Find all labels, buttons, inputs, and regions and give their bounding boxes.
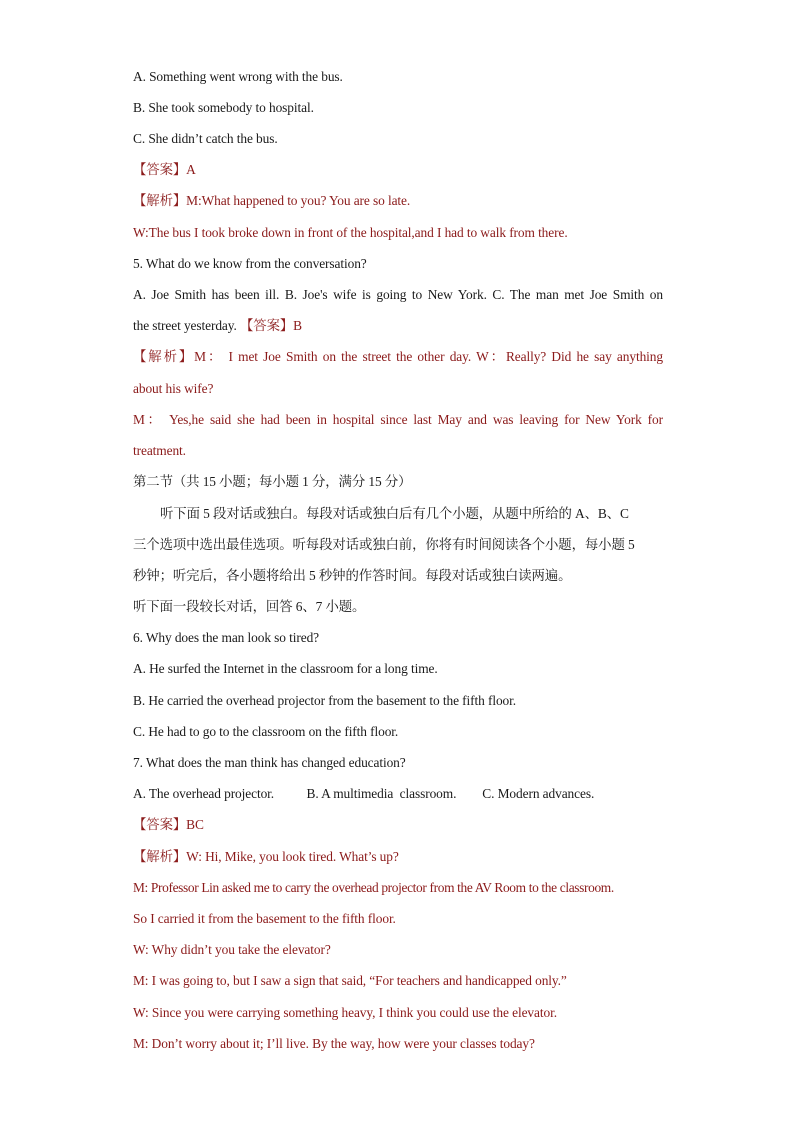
options-q5-cont — [133, 317, 663, 335]
option-c-q4: C. She didn’t catch the bus. — [133, 131, 278, 146]
options-q5: A. Joe Smith has been ill. B. Joe's wife is going to New York. C. The man met Joe Smith on — [133, 287, 663, 302]
analysis-q6-q7-line5: M: I was going to, but I saw a sign that said, “For teachers and handicapped only.” — [133, 973, 567, 988]
dialogue-intro: 听下面一段较长对话，回答 6、7 小题。 — [133, 599, 366, 614]
analysis-q5-line3: M： Yes,he said she had been in hospital since last May and was leaving for New York for — [133, 412, 663, 427]
analysis-q6-q7-line3: So I carried it from the basement to the fifth floor. — [133, 911, 396, 926]
option-b-q4: B. She took somebody to hospital. — [133, 100, 314, 115]
analysis-q6-q7-line7: M: Don’t worry about it; I’ll live. By the way, how were your classes today? — [133, 1036, 535, 1051]
answer-q5: 【答案】B — [239, 318, 302, 333]
analysis-q5-line2: about his wife? — [133, 381, 214, 396]
analysis-q5-line1: 【解析】M： I met Joe Smith on the street the other day. W：Really? Did he say anything — [133, 349, 663, 364]
analysis-q4-line2: W:The bus I took broke down in front of the hospital,and I had to walk from there. — [133, 225, 568, 240]
options-q5-tail: the street yesterday. — [133, 318, 240, 333]
option-a-q4: A. Something went wrong with the bus. — [133, 69, 343, 84]
instructions-line3: 秒钟；听完后，各小题将给出 5 秒钟的作答时间。每段对话或独白读两遍。 — [133, 568, 572, 583]
answer-q6-q7: 【答案】BC — [133, 817, 204, 832]
analysis-q6-q7-line4: W: Why didn’t you take the elevator? — [133, 942, 331, 957]
options-q7: A. The overhead projector. B. A multimedia classroom. C. Modern advances. — [133, 786, 595, 801]
question-5: 5. What do we know from the conversation? — [133, 256, 367, 271]
option-c-q6: C. He had to go to the classroom on the fifth floor. — [133, 724, 399, 739]
option-b-q6: B. He carried the overhead projector from the basement to the fifth floor. — [133, 693, 517, 708]
analysis-q6-q7-line6: W: Since you were carrying something heavy, I think you could use the elevator. — [133, 1005, 557, 1020]
analysis-q5-line4: treatment. — [133, 443, 186, 458]
analysis-q6-q7-line2: M: Professor Lin asked me to carry the overhead projector from the AV Room to the classroom. — [133, 880, 614, 895]
section-heading: 第二节（共 15 小题；每小题 1 分，满分 15 分） — [133, 474, 412, 489]
instructions-line2: 三个选项中选出最佳选项。听每段对话或独白前，你将有时间阅读各个小题，每小题 5 — [133, 537, 635, 552]
question-6: 6. Why does the man look so tired? — [133, 630, 320, 645]
option-a-q6: A. He surfed the Internet in the classroom for a long time. — [133, 661, 438, 676]
answer-q4: 【答案】A — [133, 162, 196, 177]
analysis-q6-q7-line1: 【解析】W: Hi, Mike, you look tired. What’s up? — [133, 849, 399, 864]
instructions-line1: 听下面 5 段对话或独白。每段对话或独白后有几个小题，从题中所给的 A、B、C — [160, 506, 629, 521]
analysis-q4-line1: 【解析】M:What happened to you? You are so late. — [133, 193, 411, 208]
question-7: 7. What does the man think has changed education? — [133, 755, 406, 770]
